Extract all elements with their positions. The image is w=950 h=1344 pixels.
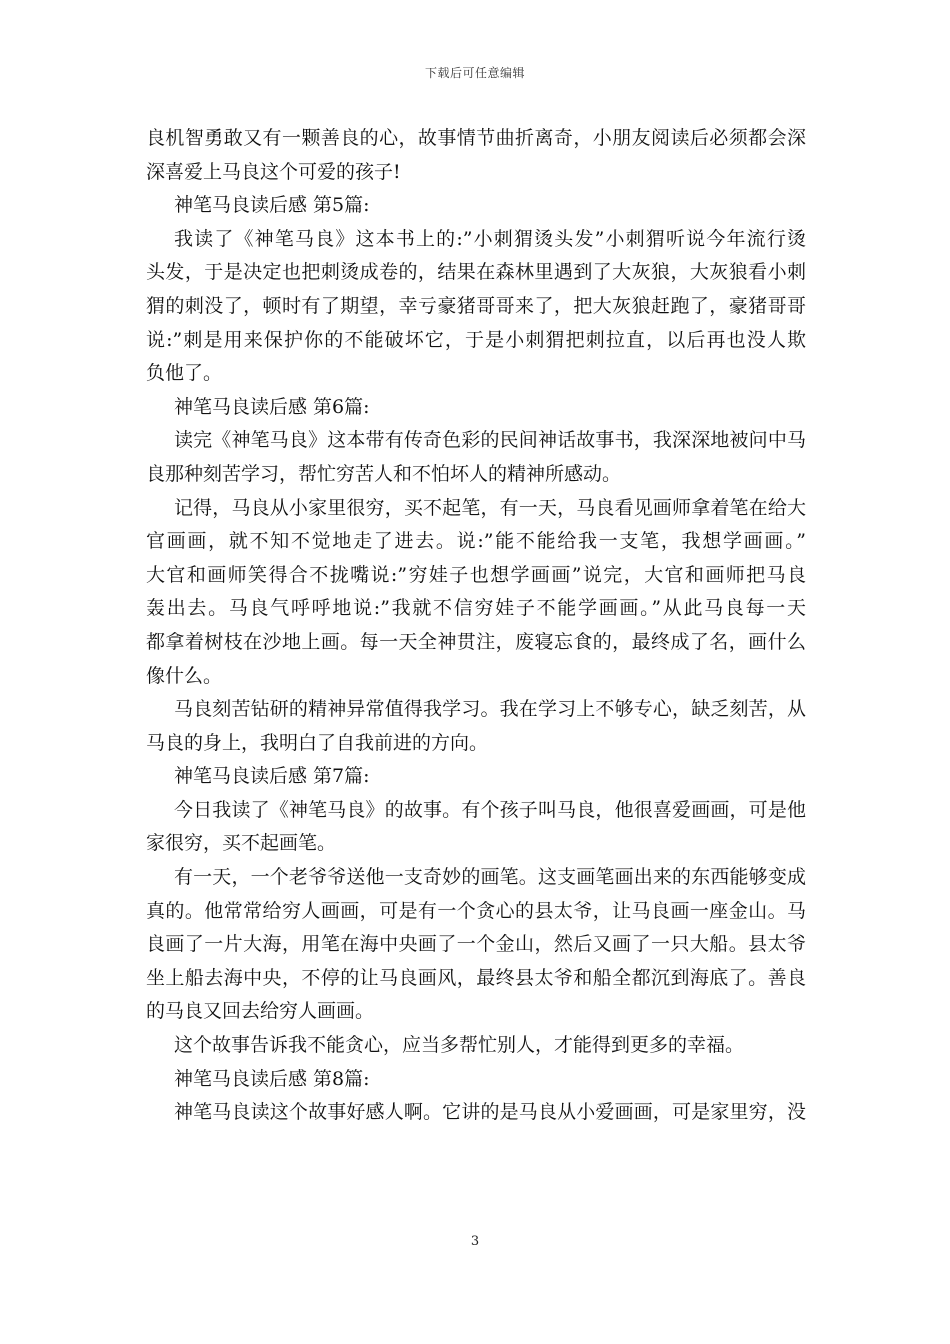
text-line: 官画画，就不知不觉地走了进去。说:”能不能给我一支笔，我想学画画。” bbox=[146, 530, 806, 553]
text-line: 马良的身上，我明白了自我前进的方向。 bbox=[146, 731, 489, 754]
text-line: 神笔马良读后感 第5篇: bbox=[174, 194, 370, 217]
text-line: 神笔马良读后感 第8篇: bbox=[174, 1067, 370, 1090]
text-line: 的马良又回去给穷人画画。 bbox=[146, 1000, 375, 1023]
text-line: 马良刻苦钻研的精神异常值得我学习。我在学习上不够专心，缺乏刻苦，从 bbox=[174, 698, 806, 721]
text-line: 都拿着树枝在沙地上画。每一天全神贯注，废寝忘食的，最终成了名，画什么 bbox=[146, 630, 806, 653]
text-line: 像什么。 bbox=[146, 664, 223, 687]
text-line: 有一天，一个老爷爷送他一支奇妙的画笔。这支画笔画出来的东西能够变成 bbox=[174, 866, 806, 889]
text-line: 神笔马良读后感 第7篇: bbox=[174, 765, 370, 788]
document-body bbox=[146, 122, 806, 1130]
text-line: 我读了《神笔马良》这本书上的:”小刺猬烫头发”小刺猬听说今年流行烫 bbox=[174, 227, 806, 250]
page-header-note: 下载后可任意编辑 bbox=[424, 66, 525, 80]
text-line: 神笔马良读后感 第6篇: bbox=[174, 395, 370, 418]
text-line: 大官和画师笑得合不拢嘴说:”穷娃子也想学画画”说完，大官和画师把马良 bbox=[146, 563, 806, 586]
text-line: 良那种刻苦学习，帮忙穷苦人和不怕坏人的精神所感动。 bbox=[146, 462, 622, 485]
text-line: 真的。他常常给穷人画画，可是有一个贪心的县太爷，让马良画一座金山。马 bbox=[146, 899, 806, 922]
text-line: 坐上船去海中央，不停的让马良画风，最终县太爷和船全都沉到海底了。善良 bbox=[146, 966, 806, 989]
text-line: 说:”刺是用来保护你的不能破坏它，于是小刺猬把刺拉直，以后再也没人欺 bbox=[146, 328, 806, 351]
text-line: 读完《神笔马良》这本带有传奇色彩的民间神话故事书，我深深地被问中马 bbox=[174, 429, 806, 452]
text-line: 这个故事告诉我不能贪心，应当多帮忙别人，才能得到更多的幸福。 bbox=[174, 1034, 745, 1057]
text-line: 良画了一片大海，用笔在海中央画了一个金山，然后又画了一只大船。县太爷 bbox=[146, 933, 806, 956]
text-line: 家很穷，买不起画笔。 bbox=[146, 832, 337, 855]
text-line: 良机智勇敢又有一颗善良的心，故事情节曲折离奇，小朋友阅读后必须都会深 bbox=[146, 127, 806, 149]
text-line: 负他了。 bbox=[146, 362, 223, 385]
text-line: 今日我读了《神笔马良》的故事。有个孩子叫马良，他很喜爱画画，可是他 bbox=[174, 798, 806, 821]
text-line: 轰出去。马良气呼呼地说:”我就不信穷娃子不能学画画。”从此马良每一天 bbox=[146, 597, 806, 620]
text-line: 猬的刺没了，顿时有了期望，幸亏豪猪哥哥来了，把大灰狼赶跑了，豪猪哥哥 bbox=[146, 294, 806, 317]
text-line: 记得，马良从小家里很穷，买不起笔，有一天，马良看见画师拿着笔在给大 bbox=[174, 496, 806, 519]
text-line: 神笔马良读这个故事好感人啊。它讲的是马良从小爱画画，可是家里穷，没 bbox=[174, 1101, 806, 1124]
page-number: 3 bbox=[470, 1234, 480, 1249]
text-line: 深喜爱上马良这个可爱的孩子! bbox=[146, 160, 401, 183]
text-line: 头发，于是决定也把刺烫成卷的，结果在森林里遇到了大灰狼，大灰狼看小刺 bbox=[146, 261, 806, 284]
